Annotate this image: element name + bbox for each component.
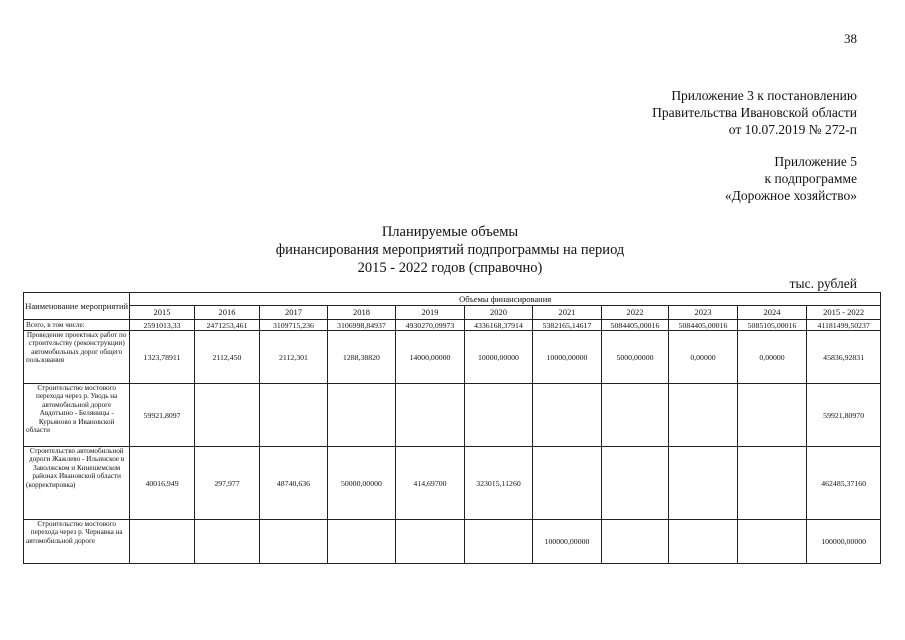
value-cell: 2591013,33 <box>130 320 194 331</box>
year-header: 2022 <box>601 306 668 320</box>
value-cell: 3109715,236 <box>260 320 327 331</box>
table-row <box>24 520 881 564</box>
value-cell: 5000,00000 <box>601 331 668 384</box>
value-cell <box>601 384 668 447</box>
value-cell: 414,69700 <box>396 447 465 520</box>
row-name: Проведение проектных работ по строительству (реконструкции) автомобильных дорог общего пользования <box>24 331 130 384</box>
value-cell: 14000,00000 <box>396 331 465 384</box>
value-cell: 10000,00000 <box>533 331 602 384</box>
value-cell <box>464 384 533 447</box>
appendix-1-line-2: Правительства Ивановской области <box>652 105 857 120</box>
title-line-3: 2015 - 2022 годов (справочно) <box>357 260 543 276</box>
value-cell: 462485,37160 <box>807 447 881 520</box>
appendix-1-line-3: от 10.07.2019 № 272-п <box>728 122 857 137</box>
value-cell: 2112,450 <box>194 331 259 384</box>
year-header-row <box>24 306 881 320</box>
appendix-subprogram-note <box>725 153 857 204</box>
value-cell: 41181499,50237 <box>807 320 881 331</box>
value-cell <box>737 384 807 447</box>
row-name: Всего, в том числе: <box>24 320 130 331</box>
value-cell <box>327 384 396 447</box>
value-cell: 5085105,00016 <box>737 320 807 331</box>
value-cell: 2471253,461 <box>194 320 259 331</box>
value-cell: 59921,80970 <box>807 384 881 447</box>
table-row <box>24 384 881 447</box>
value-cell <box>130 520 194 564</box>
value-cell: 59921,8097 <box>130 384 194 447</box>
units-label: тыс. рублей <box>789 276 857 291</box>
year-header: 2021 <box>533 306 602 320</box>
value-cell <box>260 520 327 564</box>
page-number: 38 <box>844 31 857 46</box>
value-cell: 323015,11260 <box>464 447 533 520</box>
value-cell: 5084405,00016 <box>601 320 668 331</box>
value-cell <box>737 447 807 520</box>
value-cell <box>260 384 327 447</box>
value-cell: 0,00000 <box>737 331 807 384</box>
value-cell <box>737 520 807 564</box>
table-row <box>24 331 881 384</box>
appendix-2-line-2: к подпрограмме <box>764 171 857 186</box>
appendix-resolution-note <box>652 87 857 138</box>
value-cell: 50000,00000 <box>327 447 396 520</box>
value-cell: 3106998,84937 <box>327 320 396 331</box>
title-line-2: финансирования мероприятий подпрограммы на период <box>275 242 625 258</box>
value-cell: 1288,38820 <box>327 331 396 384</box>
value-cell <box>601 447 668 520</box>
appendix-2-line-1: Приложение 5 <box>774 154 857 169</box>
year-header: 2024 <box>737 306 807 320</box>
value-cell <box>396 384 465 447</box>
value-cell <box>533 384 602 447</box>
year-header: 2020 <box>464 306 533 320</box>
value-cell <box>194 384 259 447</box>
value-cell: 48740,636 <box>260 447 327 520</box>
header-volumes-cell: Объемы финансирования <box>130 293 881 306</box>
table-row-total <box>24 320 881 331</box>
year-header: 2018 <box>327 306 396 320</box>
year-header: 2015 - 2022 <box>807 306 881 320</box>
value-cell: 5382165,14617 <box>533 320 602 331</box>
value-cell <box>601 520 668 564</box>
value-cell <box>669 447 738 520</box>
row-name-text: Строительство мостового перехода через р. Чернавка на автомобильной дороге <box>26 520 123 545</box>
table-row <box>24 447 881 520</box>
value-cell: 45836,92831 <box>807 331 881 384</box>
value-cell <box>533 447 602 520</box>
value-cell <box>464 520 533 564</box>
row-name <box>24 520 130 564</box>
value-cell: 297,977 <box>194 447 259 520</box>
header-name-cell: Наименование мероприятий <box>24 293 130 320</box>
value-cell: 1323,78911 <box>130 331 194 384</box>
financing-table <box>23 292 881 564</box>
title-line-1: Планируемые объемы <box>381 224 519 240</box>
value-cell <box>396 520 465 564</box>
row-name: Строительство автомобильной дороги Жажлево - Ильинское в Заволжском и Кинешемском районах Ивановской области (корректировка) <box>24 447 130 520</box>
value-cell: 2112,301 <box>260 331 327 384</box>
value-cell: 5084405,00016 <box>669 320 738 331</box>
year-header: 2016 <box>194 306 259 320</box>
appendix-2-line-3: «Дорожное хозяйство» <box>724 188 857 203</box>
value-cell <box>669 384 738 447</box>
value-cell <box>327 520 396 564</box>
value-cell <box>194 520 259 564</box>
document-title <box>150 223 750 277</box>
year-header: 2023 <box>669 306 738 320</box>
value-cell: 4336168,37914 <box>464 320 533 331</box>
year-header: 2017 <box>260 306 327 320</box>
value-cell: 40016,949 <box>130 447 194 520</box>
value-cell: 100000,00000 <box>533 520 602 564</box>
value-cell: 100000,00000 <box>807 520 881 564</box>
year-header: 2019 <box>396 306 465 320</box>
value-cell <box>669 520 738 564</box>
appendix-1-line-1: Приложение 3 к постановлению <box>671 88 857 103</box>
value-cell: 10000,00000 <box>464 331 533 384</box>
value-cell: 0,00000 <box>669 331 738 384</box>
value-cell: 4930270,09973 <box>396 320 465 331</box>
row-name: Строительство мостового перехода через р. Уводь на автомобильной дороге Авдотьино - Беляницы - Курьяново в Ивановской области <box>24 384 130 447</box>
year-header: 2015 <box>130 306 194 320</box>
